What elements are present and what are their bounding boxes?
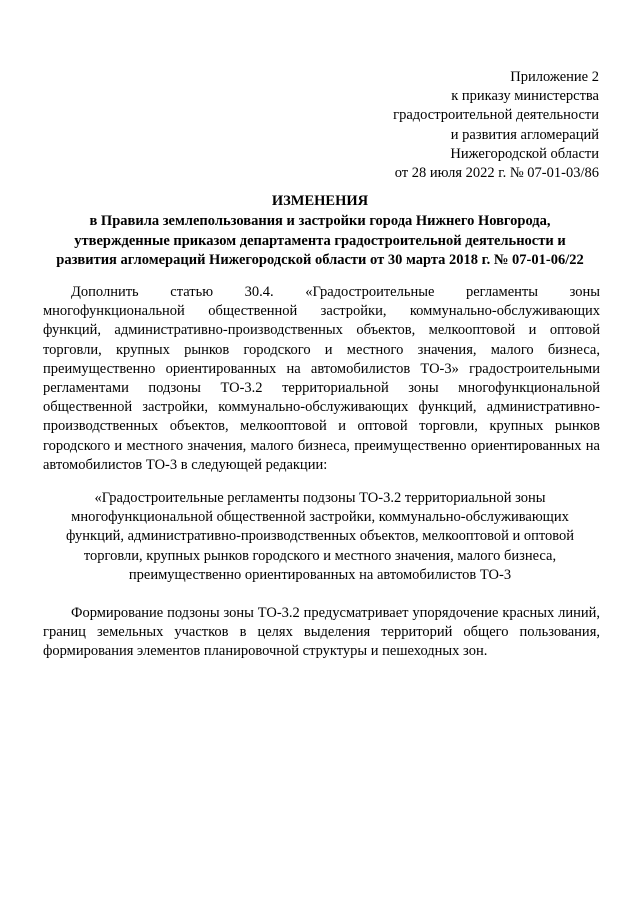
subtitle-line: утвержденные приказом департамента градостроительной деятельности и [74, 232, 566, 249]
appendix-line: от 28 июля 2022 г. № 07-01-03/86 [394, 165, 599, 182]
quote-line: преимущественно ориентированных на автомобилистов ТО-3 [128, 566, 512, 583]
subtitle-line: в Правила землепользования и застройки города Нижнего Новгорода, [89, 213, 551, 229]
subtitle-line: развития агломераций Нижегородской области от 30 марта 2018 г. № 07-01-06/22 [56, 252, 584, 268]
document-subtitle [40, 212, 600, 271]
appendix-line: Нижегородской области [450, 145, 599, 162]
document-title: ИЗМЕНЕНИЯ [271, 193, 369, 209]
body-paragraph-1: Дополнить статью 30.4. «Градостроительные регламенты зоны многофункциональной общественной застройки, коммунально-обслуживающих функций, административно-производственных объектов, мелкооптовой и оптовой торговли, крупных рынков городского и местного значения, малого бизнеса, преимущественно ориентированных на автомобилистов ТО-3» градостроительными регламентами подзоны ТО-3.2 территориальной зоны многофункциональной общественной застройки, коммунально-обслуживающих функций, административно-производственных объектов, мелкооптовой и оптовой торговли, крупных рынков городского и местного значения, малого бизнеса, преимущественно ориентированных на автомобилистов ТО-3 в следующей редакции: [43, 284, 600, 473]
appendix-line: градостроительной деятельности [393, 107, 599, 124]
appendix-line: Приложение 2 [510, 69, 599, 85]
quoted-heading [40, 489, 600, 585]
body-paragraph-2: Формирование подзоны зоны ТО-3.2 предусматривает упорядочение красных линий, границ земельных участков в целях выделения территорий общего пользования, формирования элементов планировочной структуры и пешеходных зон. [43, 605, 600, 660]
quote-line: торговли, крупных рынков городского и местного значения, малого бизнеса, [83, 547, 557, 564]
quote-line: функций, административно-производственных объектов, мелкооптовой и оптовой [65, 528, 575, 545]
quote-line: многофункциональной общественной застройки, коммунально-обслуживающих [71, 509, 569, 526]
quote-line: «Градостроительные регламенты подзоны ТО-3.2 территориальной зоны [94, 490, 546, 506]
appendix-line: и развития агломераций [450, 126, 599, 143]
appendix-line: к приказу министерства [451, 88, 599, 105]
appendix-block [393, 68, 599, 183]
